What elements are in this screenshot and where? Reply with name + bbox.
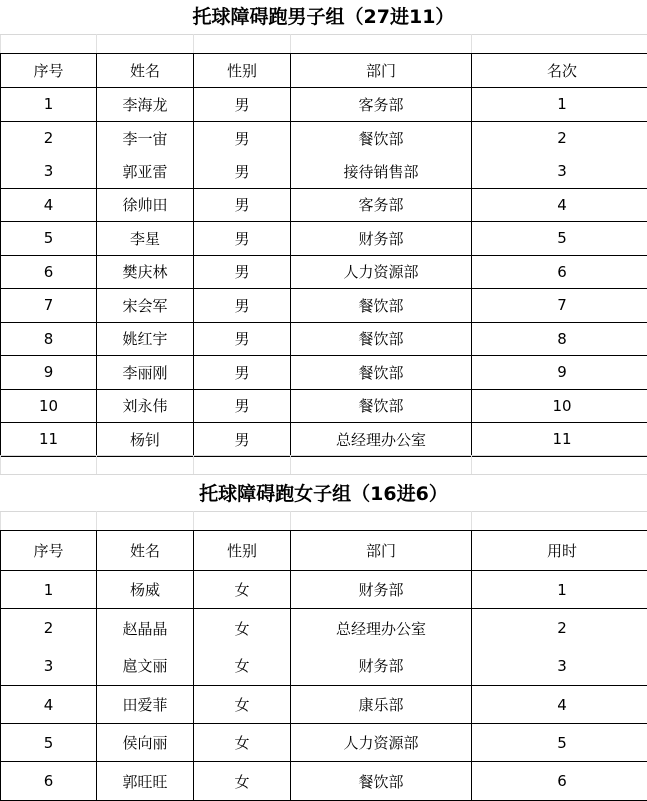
header-cell-gender: 性别 bbox=[194, 54, 291, 88]
cell-value: 6 bbox=[472, 255, 647, 289]
cell-value: 3 bbox=[472, 647, 647, 685]
cell-value: 1 bbox=[472, 88, 647, 122]
cell-gender: 男 bbox=[194, 255, 291, 289]
cell-department: 餐饮部 bbox=[291, 322, 472, 356]
cell-index: 10 bbox=[1, 389, 97, 423]
table-row bbox=[1, 222, 647, 256]
table-row bbox=[1, 647, 647, 685]
cell-gender: 女 bbox=[194, 571, 291, 609]
blank-cell bbox=[194, 512, 291, 531]
header-cell-index: 序号 bbox=[1, 54, 97, 88]
women-spacer-row bbox=[0, 511, 647, 531]
cell-department: 接待销售部 bbox=[291, 155, 472, 189]
cell-gender: 男 bbox=[194, 188, 291, 222]
header-cell-rank: 名次 bbox=[472, 54, 647, 88]
cell-name: 杨威 bbox=[97, 571, 194, 609]
table-row bbox=[1, 289, 647, 323]
table-row bbox=[1, 609, 647, 647]
cell-index: 6 bbox=[1, 762, 97, 800]
cell-value: 11 bbox=[472, 423, 647, 457]
table-row bbox=[1, 88, 647, 122]
cell-department: 餐饮部 bbox=[291, 356, 472, 390]
cell-index: 7 bbox=[1, 289, 97, 323]
cell-name: 赵晶晶 bbox=[97, 609, 194, 647]
cell-gender: 男 bbox=[194, 289, 291, 323]
cell-gender: 男 bbox=[194, 322, 291, 356]
cell-value: 1 bbox=[472, 571, 647, 609]
cell-gender: 男 bbox=[194, 121, 291, 155]
cell-name: 李一宙 bbox=[97, 121, 194, 155]
men-spacer-row bbox=[0, 34, 647, 54]
header-cell-time: 用时 bbox=[472, 531, 647, 571]
table-row bbox=[1, 571, 647, 609]
table-row bbox=[1, 762, 647, 800]
cell-department: 总经理办公室 bbox=[291, 609, 472, 647]
header-cell-department: 部门 bbox=[291, 531, 472, 571]
cell-department: 人力资源部 bbox=[291, 724, 472, 762]
cell-index: 2 bbox=[1, 121, 97, 155]
cell-name: 侯向丽 bbox=[97, 724, 194, 762]
cell-department: 餐饮部 bbox=[291, 762, 472, 800]
cell-gender: 女 bbox=[194, 724, 291, 762]
header-cell-name: 姓名 bbox=[97, 531, 194, 571]
cell-value: 9 bbox=[472, 356, 647, 390]
table-row bbox=[1, 155, 647, 189]
blank-cell bbox=[194, 35, 291, 54]
cell-index: 3 bbox=[1, 155, 97, 189]
cell-index: 9 bbox=[1, 356, 97, 390]
table-header-row bbox=[1, 54, 647, 88]
table-row bbox=[1, 255, 647, 289]
blank-cell bbox=[1, 35, 97, 54]
header-cell-department: 部门 bbox=[291, 54, 472, 88]
table-row bbox=[1, 322, 647, 356]
cell-department: 财务部 bbox=[291, 571, 472, 609]
blank-cell bbox=[291, 456, 472, 475]
cell-value: 2 bbox=[472, 121, 647, 155]
cell-name: 姚红宇 bbox=[97, 322, 194, 356]
cell-name: 李海龙 bbox=[97, 88, 194, 122]
blank-cell bbox=[472, 512, 647, 531]
table-row bbox=[1, 121, 647, 155]
cell-department: 客务部 bbox=[291, 188, 472, 222]
cell-value: 7 bbox=[472, 289, 647, 323]
cell-index: 8 bbox=[1, 322, 97, 356]
cell-index: 5 bbox=[1, 724, 97, 762]
cell-gender: 男 bbox=[194, 423, 291, 457]
cell-department: 人力资源部 bbox=[291, 255, 472, 289]
cell-gender: 男 bbox=[194, 222, 291, 256]
table-header-row bbox=[1, 531, 647, 571]
blank-cell bbox=[472, 35, 647, 54]
blank-cell bbox=[1, 456, 97, 475]
table-row bbox=[1, 188, 647, 222]
cell-gender: 男 bbox=[194, 88, 291, 122]
blank-cell bbox=[291, 512, 472, 531]
cell-value: 4 bbox=[472, 685, 647, 723]
cell-department: 餐饮部 bbox=[291, 389, 472, 423]
cell-gender: 女 bbox=[194, 685, 291, 723]
cell-name: 田爱菲 bbox=[97, 685, 194, 723]
cell-department: 财务部 bbox=[291, 222, 472, 256]
men-results-table bbox=[0, 53, 647, 457]
cell-gender: 女 bbox=[194, 762, 291, 800]
cell-gender: 女 bbox=[194, 647, 291, 685]
cell-value: 5 bbox=[472, 724, 647, 762]
women-results-table bbox=[0, 530, 647, 801]
cell-department: 财务部 bbox=[291, 647, 472, 685]
women-table-title: 托球障碍跑女子组（16进6） bbox=[0, 477, 647, 511]
cell-name: 徐帅田 bbox=[97, 188, 194, 222]
cell-index: 6 bbox=[1, 255, 97, 289]
cell-gender: 男 bbox=[194, 155, 291, 189]
blank-cell bbox=[291, 35, 472, 54]
cell-name: 李星 bbox=[97, 222, 194, 256]
table-row bbox=[1, 685, 647, 723]
cell-gender: 男 bbox=[194, 356, 291, 390]
cell-index: 4 bbox=[1, 188, 97, 222]
cell-value: 2 bbox=[472, 609, 647, 647]
cell-department: 康乐部 bbox=[291, 685, 472, 723]
cell-value: 8 bbox=[472, 322, 647, 356]
cell-value: 3 bbox=[472, 155, 647, 189]
header-cell-gender: 性别 bbox=[194, 531, 291, 571]
blank-cell bbox=[97, 512, 194, 531]
cell-name: 杨钊 bbox=[97, 423, 194, 457]
cell-department: 餐饮部 bbox=[291, 289, 472, 323]
cell-name: 扈文丽 bbox=[97, 647, 194, 685]
men-table-title: 托球障碍跑男子组（27进11） bbox=[0, 0, 647, 34]
cell-index: 4 bbox=[1, 685, 97, 723]
blank-cell bbox=[97, 35, 194, 54]
cell-name: 李丽刚 bbox=[97, 356, 194, 390]
cell-index: 1 bbox=[1, 88, 97, 122]
table-row bbox=[1, 423, 647, 457]
blank-cell bbox=[1, 512, 97, 531]
cell-value: 5 bbox=[472, 222, 647, 256]
cell-index: 11 bbox=[1, 423, 97, 457]
cell-name: 刘永伟 bbox=[97, 389, 194, 423]
cell-department: 总经理办公室 bbox=[291, 423, 472, 457]
cell-gender: 女 bbox=[194, 609, 291, 647]
cell-name: 宋会军 bbox=[97, 289, 194, 323]
men-footer-spacer-row bbox=[0, 455, 647, 475]
blank-cell bbox=[97, 456, 194, 475]
cell-value: 10 bbox=[472, 389, 647, 423]
cell-department: 餐饮部 bbox=[291, 121, 472, 155]
cell-value: 6 bbox=[472, 762, 647, 800]
cell-department: 客务部 bbox=[291, 88, 472, 122]
cell-index: 5 bbox=[1, 222, 97, 256]
header-cell-index: 序号 bbox=[1, 531, 97, 571]
blank-cell bbox=[194, 456, 291, 475]
cell-gender: 男 bbox=[194, 389, 291, 423]
table-row bbox=[1, 724, 647, 762]
table-row bbox=[1, 389, 647, 423]
cell-value: 4 bbox=[472, 188, 647, 222]
cell-name: 樊庆林 bbox=[97, 255, 194, 289]
cell-name: 郭旺旺 bbox=[97, 762, 194, 800]
blank-cell bbox=[472, 456, 647, 475]
cell-index: 1 bbox=[1, 571, 97, 609]
table-row bbox=[1, 356, 647, 390]
cell-name: 郭亚雷 bbox=[97, 155, 194, 189]
cell-index: 3 bbox=[1, 647, 97, 685]
header-cell-name: 姓名 bbox=[97, 54, 194, 88]
cell-index: 2 bbox=[1, 609, 97, 647]
